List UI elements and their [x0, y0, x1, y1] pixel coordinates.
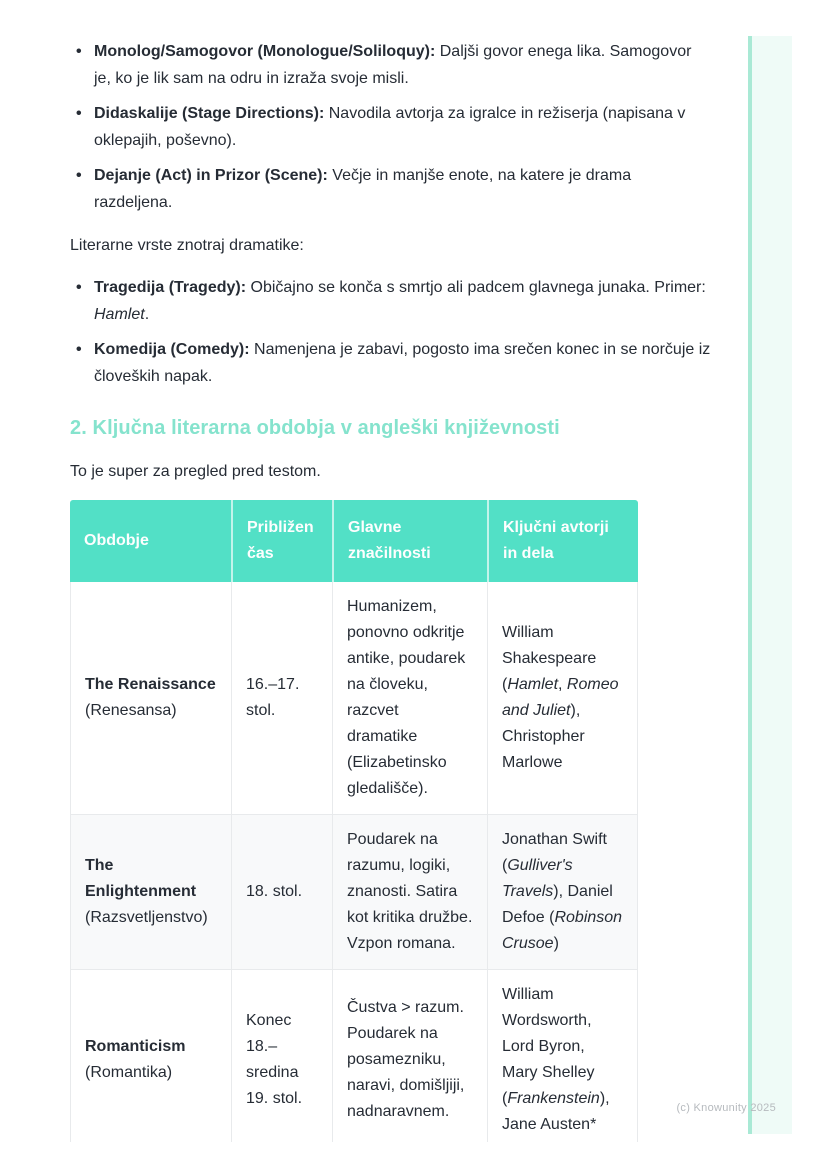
- list-item: [70, 100, 712, 154]
- cell-time: 18. stol.: [231, 815, 332, 970]
- cell-time: 16.–17. stol.: [231, 582, 332, 815]
- cell-features: Poudarek na razumu, logiki, znanosti. Satira kot kritika družbe. Vzpon romana.: [332, 815, 487, 970]
- paragraph-intro: To je super za pregled pred testom.: [70, 463, 321, 480]
- document-page[interactable]: [70, 38, 712, 1142]
- list-item: [70, 162, 712, 216]
- cell-period: The Renaissance (Renesansa): [70, 582, 231, 815]
- cell-features: Čustva > razum. Poudarek na posamezniku, naravi, domišljiji, nadnaravnem.: [332, 970, 487, 1142]
- drama-elements-list: [70, 38, 712, 216]
- list-item-text: Komedija (Comedy): Namenjena je zabavi, pogosto ima srečen konec in se norčuje iz človeških napak.: [94, 341, 711, 385]
- list-item: [70, 38, 712, 92]
- cell-time: Konec 18.– sredina 19. stol.: [231, 970, 332, 1142]
- copyright-watermark: (c) Knowunity 2025: [676, 1102, 776, 1114]
- bullet-icon: •: [76, 105, 82, 122]
- paragraph-literary-kinds: Literarne vrste znotraj dramatike:: [70, 237, 304, 254]
- list-item-text: Monolog/Samogovor (Monologue/Soliloquy): Daljši govor enega lika. Samogovor je, ko je lik sam na odru in izraža svoje misli.: [94, 43, 692, 87]
- cell-period: The Enlightenment (Razsvetljenstvo): [70, 815, 231, 970]
- section-heading: 2. Ključna literarna obdobja v angleški književnosti: [70, 417, 560, 439]
- periods-table-container: [70, 500, 640, 1142]
- bullet-icon: •: [76, 341, 82, 358]
- list-item: [70, 274, 712, 328]
- bullet-icon: •: [76, 43, 82, 60]
- column-header-authors: Ključni avtorji in dela: [487, 500, 638, 582]
- column-header-features: Glavne značilnosti: [332, 500, 487, 582]
- cell-authors: Jonathan Swift (Gulliver's Travels), Daniel Defoe (Robinson Crusoe): [487, 815, 638, 970]
- cell-features: Humanizem, ponovno odkritje antike, poudarek na človeku, razcvet dramatike (Elizabetinsko gledališče).: [332, 582, 487, 815]
- literary-periods-table: [70, 500, 638, 1142]
- bullet-icon: •: [76, 167, 82, 184]
- table-header-row: [70, 500, 638, 582]
- list-item-text: Didaskalije (Stage Directions): Navodila avtorja za igralce in režiserja (napisana v oklepajih, poševno).: [94, 105, 686, 149]
- list-item-text: Dejanje (Act) in Prizor (Scene): Večje in manjše enote, na katere je drama razdeljena.: [94, 167, 632, 211]
- table-row: [70, 970, 638, 1142]
- list-item-text: Tragedija (Tragedy): Običajno se konča s smrtjo ali padcem glavnega junaka. Primer: Hamlet.: [94, 279, 706, 323]
- cell-authors: William Wordsworth, Lord Byron, Mary Shelley (Frankenstein), Jane Austen*: [487, 970, 638, 1142]
- cell-authors: William Shakespeare (Hamlet, Romeo and Juliet), Christopher Marlowe: [487, 582, 638, 815]
- column-header-period: Obdobje: [70, 500, 231, 582]
- cell-period: Romanticism (Romantika): [70, 970, 231, 1142]
- list-item: [70, 336, 712, 390]
- bullet-icon: •: [76, 279, 82, 296]
- page-edge-accent-fill: [752, 36, 792, 1134]
- table-row: [70, 582, 638, 815]
- literary-kinds-list: [70, 274, 712, 390]
- column-header-time: Približen čas: [231, 500, 332, 582]
- table-row: [70, 815, 638, 970]
